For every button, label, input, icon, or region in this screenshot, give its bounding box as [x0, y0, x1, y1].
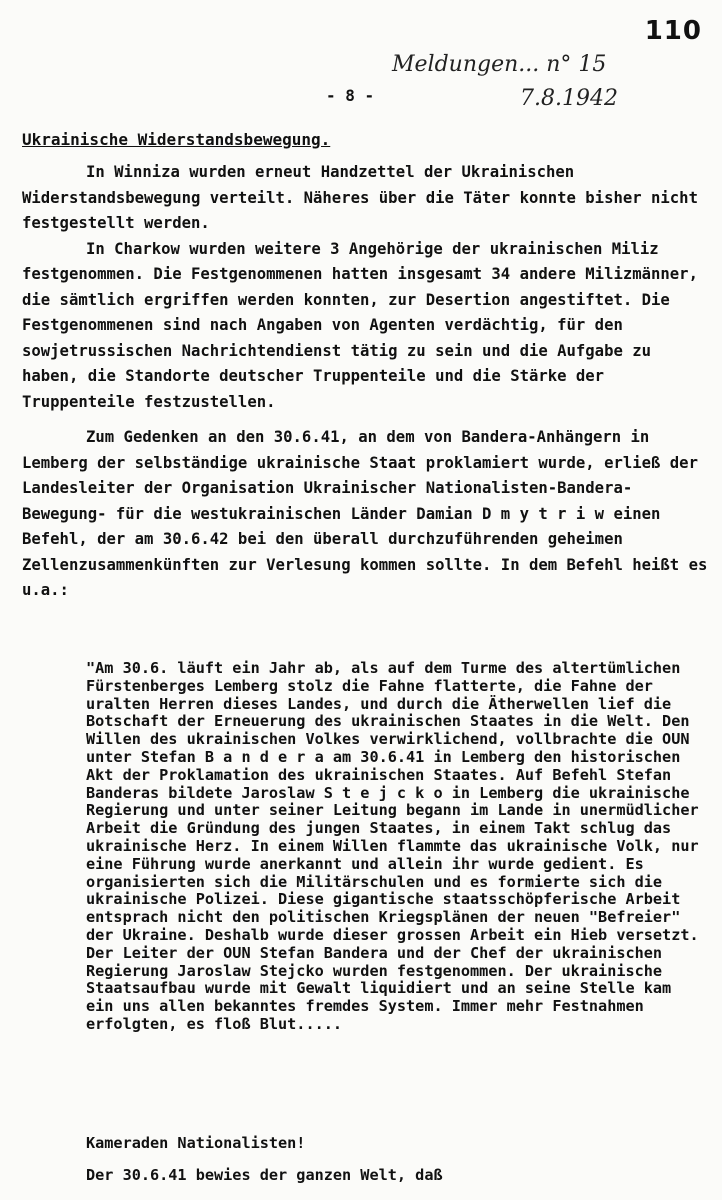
- body-text: [22, 160, 710, 604]
- paragraph: In Winniza wurden erneut Handzettel der Ukrainischen Widerstandsbewegung verteilt. Näheres über die Täter konnte bisher nicht festgestellt werden.: [22, 163, 698, 232]
- closing-text: [86, 1134, 706, 1198]
- paragraph: Zum Gedenken an den 30.6.41, an dem von Bandera-Anhängern in Lemberg der selbständige ukrainische Staat proklamiert wurde, erließ der Landesleiter der Organisation Ukrainischer Nationalisten-Bandera-Bewegung- für die westukrainischen Länder Damian D m y t r i w einen Befehl, der am 30.6.42 bei den überall durchzuführenden geheimen Zellenzusammenkünften zur Verlesung kommen sollte. In dem Befehl heißt es u.a.:: [22, 428, 708, 599]
- page-number: 110: [644, 16, 702, 46]
- folio-number: - 8 -: [326, 86, 375, 105]
- handwritten-date: 7.8.1942: [520, 86, 618, 111]
- handwritten-title: Meldungen... n° 15: [392, 52, 607, 77]
- quote-text: "Am 30.6. läuft ein Jahr ab, als auf dem Turme des altertümlichen Fürstenberges Lemberg stolz die Fahne flatterte, die Fahne der uralten Herren dieses Landes, und durch die Ätherwellen lief die Botschaft der Erneuerung des ukrainischen Staates in die Welt. Den Willen des ukrainischen Volkes verwirklichend, vollbrachte die OUN unter Stefan B a n d e r a am 30.6.41 in Lemberg den historischen Akt der Proklamation des ukrainischen Staates. Auf Befehl Stefan Banderas bildete Jaroslaw S t e j c k o in Lemberg die ukrainische Regierung und unter seiner Leitung begann im Lande in unermüdlicher Arbeit die Gründung des jungen Staates, in einem Takt schlug das ukrainische Herz. In einem Willen flammte das ukrainische Volk, nur eine Führung wurde anerkannt und allein ihr wurde gedient. Es organisierten sich die Militärschulen und es formierte sich die ukrainische Polizei. Diese gigantische staatsschöpferische Arbeit entsprach nicht den politischen Kriegsplänen der neuen "Befreier" der Ukraine. Deshalb wurde dieser grossen Arbeit ein Hieb versetzt. Der Leiter der OUN Stefan Bandera und der Chef der ukrainischen Regierung Jaroslaw Stejcko wurden festgenommen. Der ukrainische Staatsaufbau wurde mit Gewalt liquidiert und an seine Stelle kam ein uns allen bekanntes fremdes System. Immer mehr Festnahmen erfolgten, es floß Blut.....: [86, 659, 699, 1033]
- salutation: Kameraden Nationalisten!: [86, 1134, 306, 1152]
- paragraph: In Charkow wurden weitere 3 Angehörige der ukrainischen Miliz festgenommen. Die Festgenommenen hatten insgesamt 34 andere Milizmänner, die sämtlich ergriffen werden konnten, zur Desertion angestiftet. Die Festgenommenen sind nach Angaben von Agenten verdächtig, für den sowjetrussischen Nachrichtendienst tätig zu sein und die Aufgabe zu haben, die Standorte deutscher Truppenteile und die Stärke der Truppenteile festzustellen.: [22, 239, 698, 411]
- section-heading: Ukrainische Widerstandsbewegung.: [22, 130, 331, 149]
- quoted-order: [86, 660, 706, 1034]
- closing-line: Der 30.6.41 bewies der ganzen Welt, daß: [86, 1166, 443, 1184]
